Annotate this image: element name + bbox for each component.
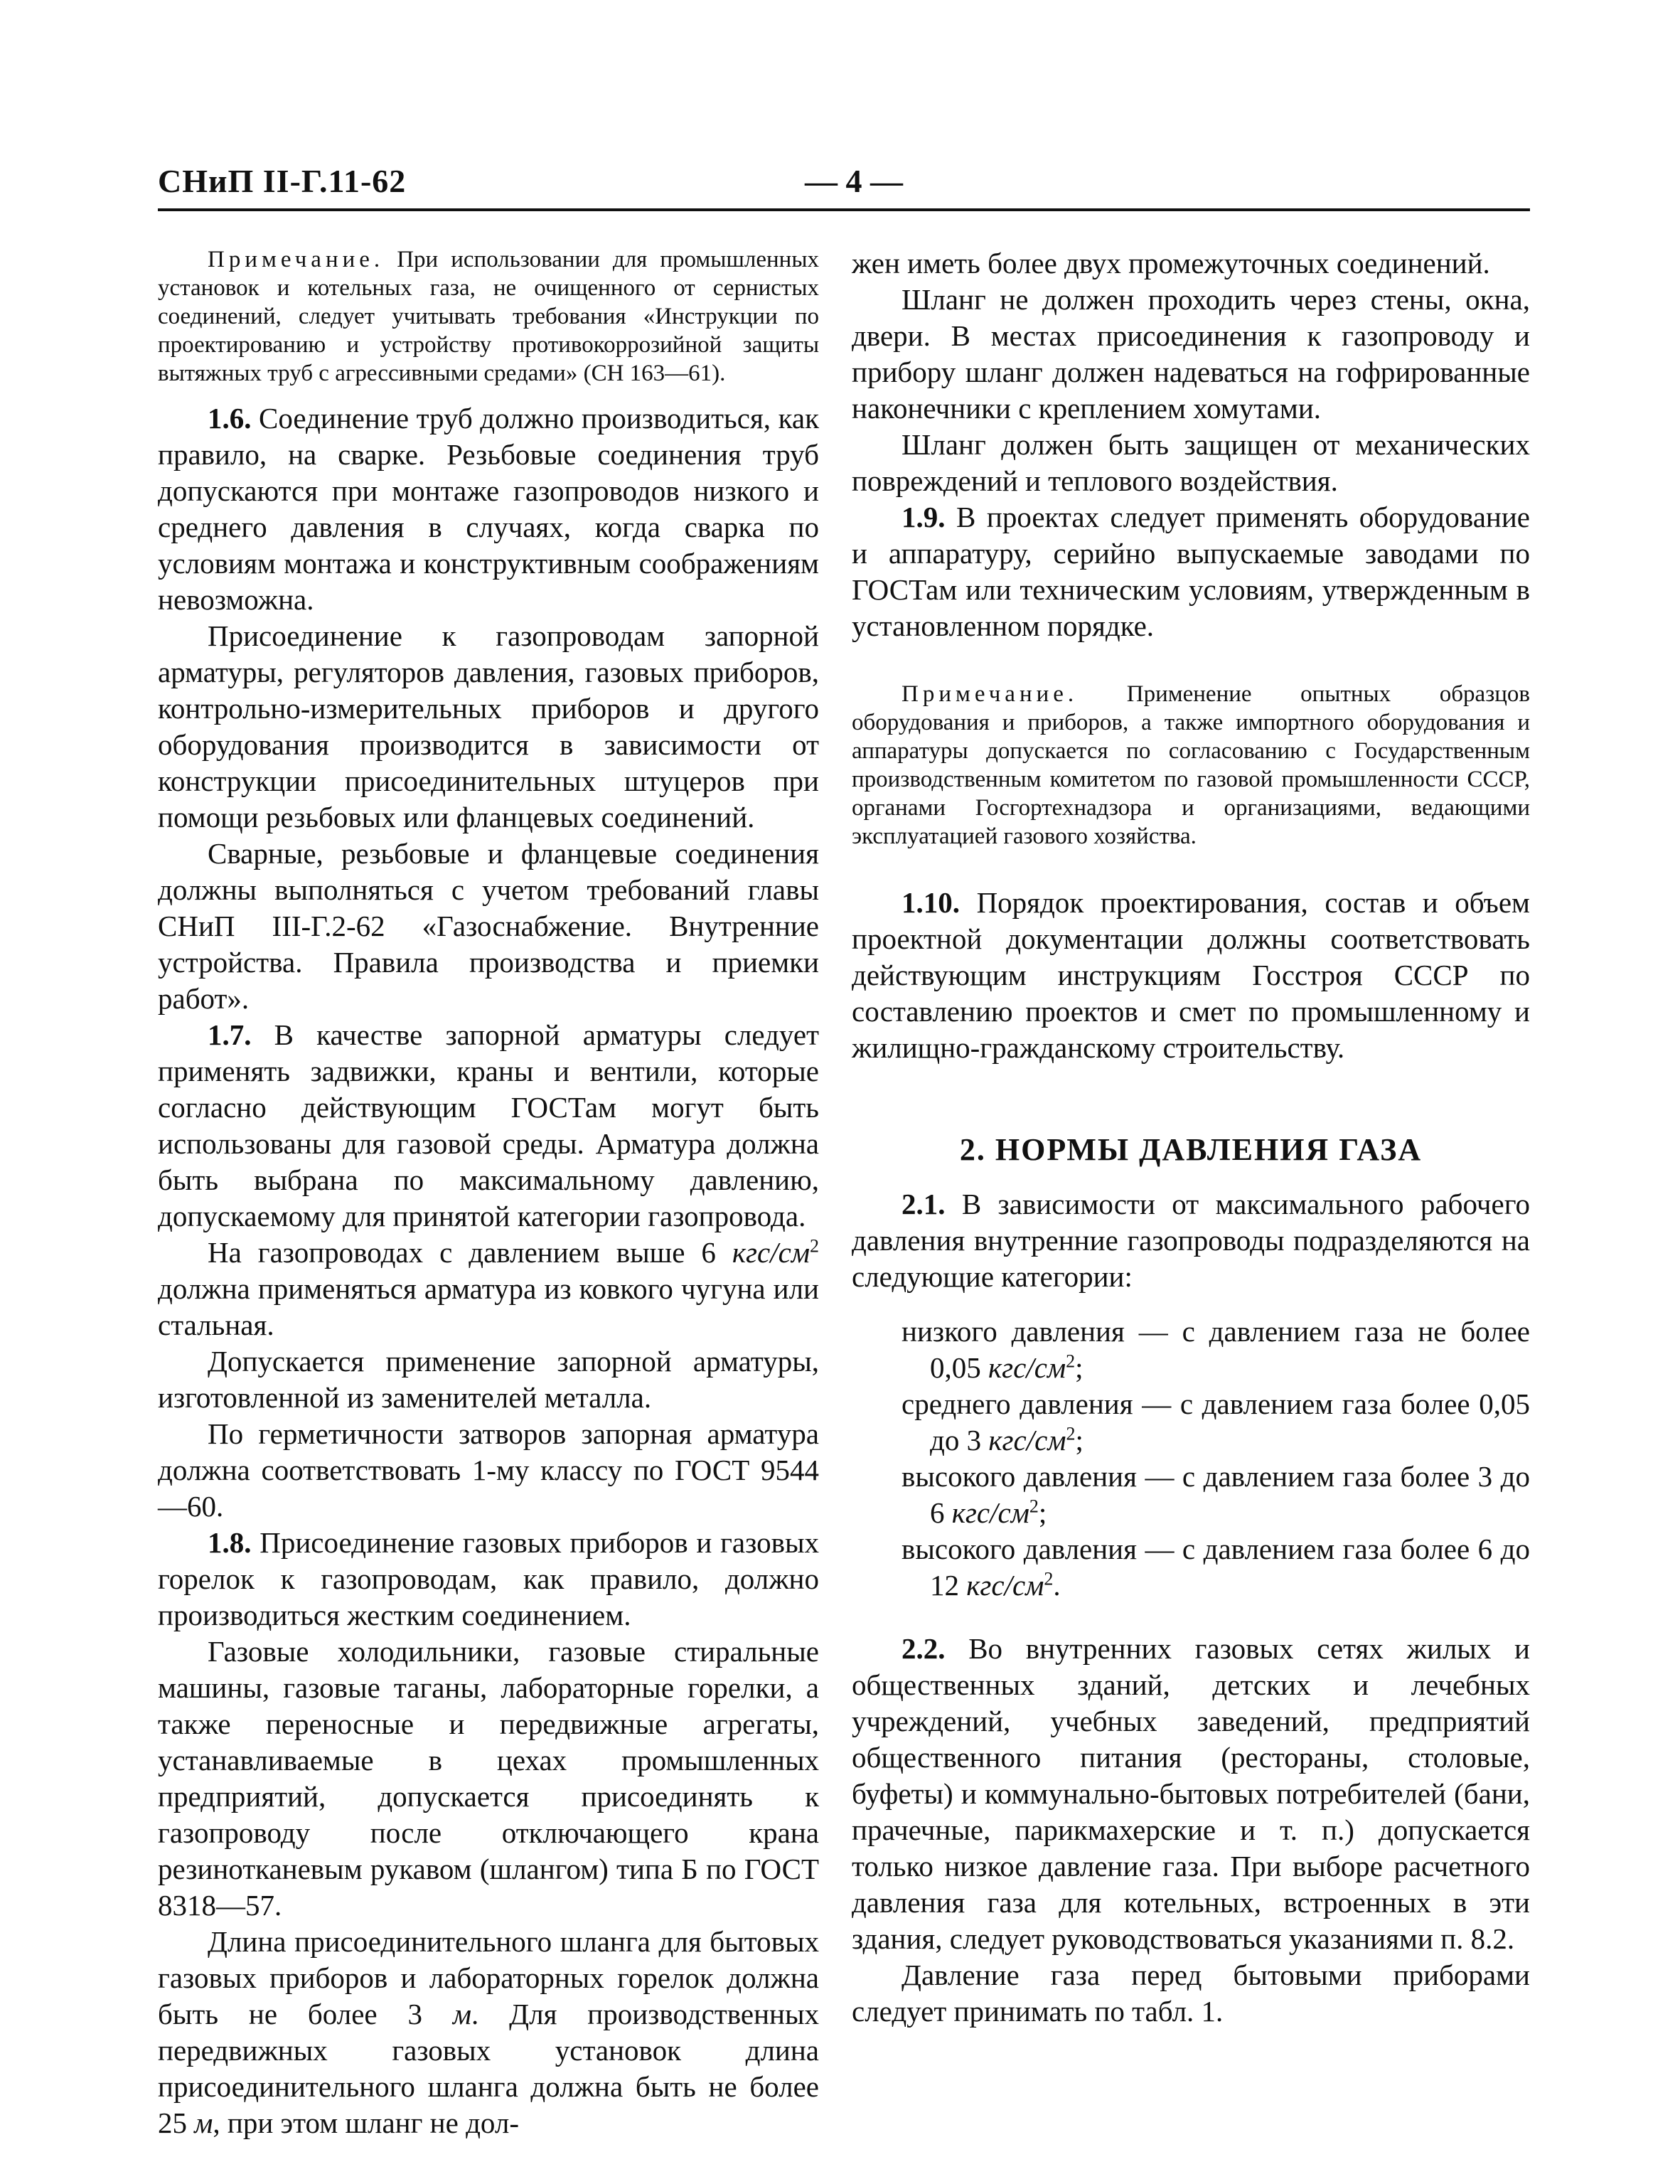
clause-number: 2.2. bbox=[901, 1632, 946, 1665]
pressure-categories-list bbox=[852, 1314, 1530, 1604]
paragraph-1-7-pressure: На газопроводах с давлением выше 6 кгс/$см^2$ должна применяться арматура из ковкого чугуна или стальная. bbox=[158, 1235, 819, 1341]
paragraph-1-7 bbox=[158, 1017, 819, 1235]
paragraph-1-6-welding: Сварные, резьбовые и фланцевые соединения должны выполняться с учетом требований главы СНиП III-Г.2-62 «Газоснабжение. Внутренние устройства. Правила производства и приемки работ». bbox=[158, 837, 819, 1015]
list-item: высокого давления — с давлением газа более 6 до 12 кгс/$см^2$. bbox=[901, 1533, 1530, 1602]
clause-number: 1.7. bbox=[208, 1018, 252, 1051]
paragraph-2-2-table-ref: Давление газа перед бытовыми приборами следует принимать по табл. 1. bbox=[852, 1959, 1530, 2028]
paragraph-1-8-hose-routing: Шланг не должен проходить через стены, окна, двери. В местах присоединения к газопроводу и прибору шланг должен надеваться на гофрированные наконечники с креплением хомутами. bbox=[852, 283, 1530, 425]
paragraph-1-8-hose-protection: Шланг должен быть защищен от механических повреждений и теплового воздействия. bbox=[852, 428, 1530, 497]
list-item: среднего давления — с давлением газа более 0,05 до 3 кгс/$см^2$; bbox=[901, 1387, 1530, 1456]
right-column bbox=[852, 245, 1530, 2030]
paragraph-1-6 bbox=[158, 400, 819, 618]
page-number: — 4 — bbox=[805, 163, 903, 199]
clause-number: 2.1. bbox=[901, 1188, 946, 1220]
note-equipment bbox=[852, 680, 1530, 851]
unit: кгс/см bbox=[951, 1496, 1029, 1529]
paragraph-1-8-continued: жен иметь более двух промежуточных соединений. bbox=[852, 247, 1490, 279]
unit: кгс/см bbox=[988, 1351, 1066, 1384]
list-item: высокого давления — с давлением газа более 3 до 6 кгс/$см^2$; bbox=[901, 1460, 1530, 1529]
unit: м bbox=[452, 1998, 472, 2030]
paragraph-1-8 bbox=[158, 1525, 819, 1634]
clause-number: 1.9. bbox=[901, 501, 946, 533]
page-header bbox=[158, 162, 1530, 212]
paragraph-1-7-substitutes: Допускается применение запорной арматуры, изготовленной из заменителей металла. bbox=[158, 1345, 819, 1414]
paragraph-1-10 bbox=[852, 885, 1530, 1066]
clause-text: Соединение труб должно производиться, как правило, на сварке. Резьбовые соединения труб допускаются при монтаже газопроводов низкого и среднего давления в случаях, когда сварка по условиям монтажа и конструктивным соображениям невозможна. bbox=[158, 402, 819, 616]
unit: кгс/см bbox=[732, 1236, 810, 1269]
paragraph-1-8-appliances: Газовые холодильники, газовые стиральные машины, газовые таганы, лабораторные горелки, а также переносные и передвижные агрегаты, устанавливаемые в цехах промышленных предприятий, допускается присоединять к газопроводу после отключающего крана резинотканевым рукавом (шлангом) типа Б по ГОСТ 8318—57. bbox=[158, 1635, 819, 1922]
clause-text: Присоединение газовых приборов и газовых горелок к газопроводам, как правило, должно производиться жестким соединением. bbox=[158, 1526, 819, 1631]
paragraph-1-9 bbox=[852, 499, 1530, 644]
clause-number: 1.6. bbox=[208, 402, 252, 435]
clause-text: Порядок проектирования, состав и объем проектной документации должны соответствовать действующим инструкциям Госстроя СССР по составлению проектов и смет по промышленному и жилищно-гражданскому строительству. bbox=[852, 886, 1530, 1064]
paragraph-2-1 bbox=[852, 1186, 1530, 1295]
clause-text: В зависимости от максимального рабочего давления внутренние газопроводы подразделяются на следующие категории: bbox=[852, 1188, 1530, 1293]
clause-number: 1.10. bbox=[901, 886, 960, 919]
clause-text: Во внутренних газовых сетях жилых и общественных зданий, детских и лечебных учреждений, учебных заведений, предприятий общественного питания (рестораны, столовые, буфеты) и коммунально-бытовых потребителей (бани, прачечные, парикмахерские и т. п.) допускается только низкое давление газа. При выборе расчетного давления газа для котельных, встроенных в эти здания, следует руководствоваться указаниями п. 8.2. bbox=[852, 1632, 1530, 1955]
note-text: При использовании для промышленных установок и котельных газа, не очищенного от сернистых соединений, следует учитывать требования «Инструкции по проектированию и устройству противокоррозийной защиты вытяжных труб с агрессивными средами» (СН 163—61). bbox=[158, 247, 819, 386]
unit: кгс/см bbox=[988, 1424, 1066, 1456]
unit: кгс/см bbox=[966, 1569, 1044, 1602]
paragraph-1-7-tightness: По герметичности затворов запорная арматура должна соответствовать 1-му классу по ГОСТ 9544—60. bbox=[158, 1417, 819, 1523]
left-column bbox=[158, 245, 819, 2141]
paragraph-1-8-hose-length: Длина присоединительного шланга для бытовых газовых приборов и лабораторных горелок должна быть не более 3 м. Для производственных передвижных газовых установок длина присоединительного шланга должна быть не более 25 м, при этом шланг не дол- bbox=[158, 1925, 819, 2139]
list-item: низкого давления — с давлением газа не более 0,05 кгс/$см^2$; bbox=[901, 1315, 1530, 1384]
note-text: Применение опытных образцов оборудования и приборов, а также импортного оборудования и аппаратуры допускается по согласованию с Государственным производственным комитетом по газовой промышленности СССР, органами Госгортехнадзора и организациями, ведающими эксплуатацией газового хозяйства. bbox=[852, 681, 1530, 849]
header-rule bbox=[158, 208, 1530, 211]
paragraph-1-6-connection: Присоединение к газопроводам запорной арматуры, регуляторов давления, газовых приборов, контрольно-измерительных приборов и другого оборудования производится в зависимости от конструкции присоединительных штуцеров при помощи резьбовых или фланцевых соединений. bbox=[158, 619, 819, 833]
clause-number: 1.8. bbox=[208, 1526, 252, 1559]
section-heading: 2. НОРМЫ ДАВЛЕНИЯ ГАЗА bbox=[959, 1132, 1423, 1167]
note-sulfur-gas bbox=[158, 245, 819, 388]
document-code: СНиП II-Г.11-62 bbox=[158, 163, 407, 199]
paragraph-2-2 bbox=[852, 1631, 1530, 1957]
clause-text: В качестве запорной арматуры следует применять задвижки, краны и вентили, которые согласно действующим ГОСТам могут быть использованы для газовой среды. Арматура должна быть выбрана по максимальному давлению, допускаемому для принятой категории газопровода. bbox=[158, 1018, 819, 1232]
unit: м bbox=[194, 2106, 213, 2139]
note-label: Примечание. bbox=[208, 247, 385, 272]
clause-text: В проектах следует применять оборудование и аппаратуру, серийно выпускаемые заводами по ГОСТам или техническим условиям, утвержденным в установленном порядке. bbox=[852, 501, 1530, 642]
note-label: Примечание. bbox=[901, 681, 1079, 707]
